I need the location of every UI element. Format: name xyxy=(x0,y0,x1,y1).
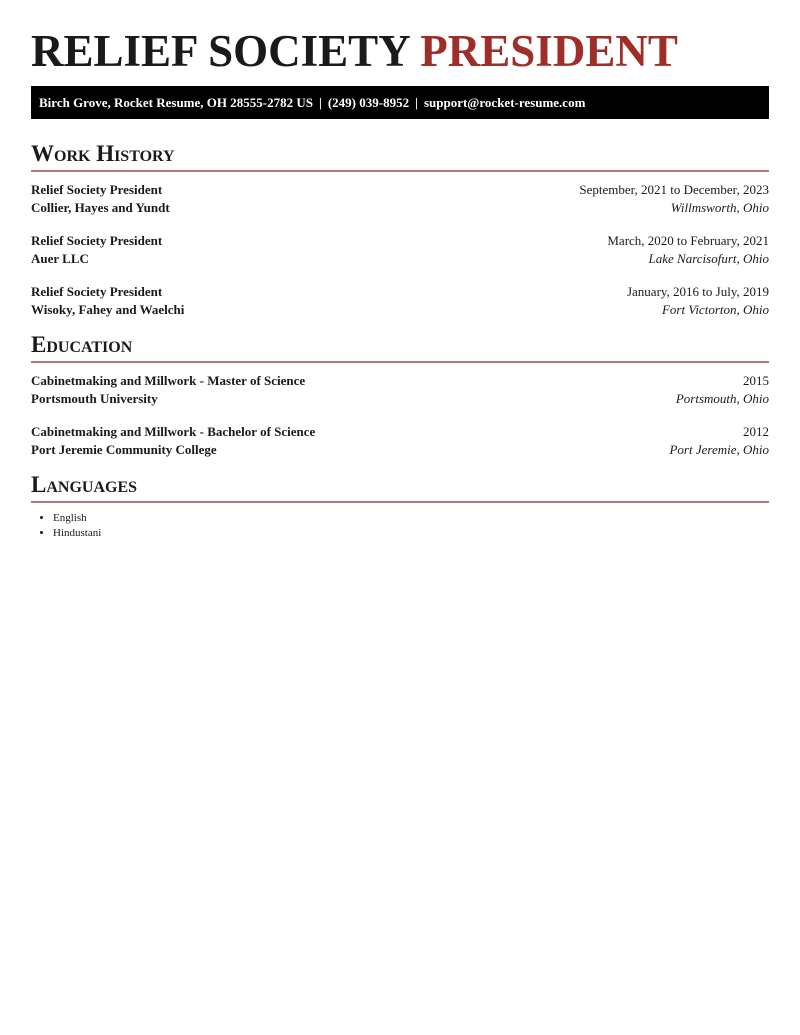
title-role: RELIEF SOCIETY xyxy=(31,26,410,76)
section-divider xyxy=(31,170,769,172)
company: Collier, Hayes and Yundt xyxy=(31,200,170,215)
job-title: Relief Society President xyxy=(31,182,163,197)
work-entry xyxy=(31,181,769,223)
title-accent: PRESIDENT xyxy=(420,26,678,76)
company: Wisoky, Fahey and Waelchi xyxy=(31,302,185,317)
section-heading: Education xyxy=(31,332,133,357)
section-divider xyxy=(31,361,769,363)
job-location: Lake Narcisofurt, Ohio xyxy=(648,251,769,266)
separator: | xyxy=(415,95,418,110)
year: 2015 xyxy=(743,373,769,388)
languages-list xyxy=(31,511,769,541)
school: Portsmouth University xyxy=(31,391,158,406)
degree: Cabinetmaking and Millwork - Master of Science xyxy=(31,373,306,388)
school-location: Portsmouth, Ohio xyxy=(675,391,769,406)
company: Auer LLC xyxy=(31,251,89,266)
contact-phone: (249) 039-8952 xyxy=(327,95,410,110)
job-location: Fort Victorton, Ohio xyxy=(661,302,769,317)
section-divider xyxy=(31,501,769,503)
work-entry xyxy=(31,283,769,325)
school-location: Port Jeremie, Ohio xyxy=(669,442,769,457)
work-history-section xyxy=(31,140,769,325)
languages-section xyxy=(31,471,769,541)
job-dates: March, 2020 to February, 2021 xyxy=(607,233,769,248)
job-dates: September, 2021 to December, 2023 xyxy=(579,182,769,197)
section-heading: Languages xyxy=(31,472,138,497)
language-item: • English xyxy=(53,511,769,526)
job-location: Willmsworth, Ohio xyxy=(670,200,769,215)
education-section xyxy=(31,331,769,465)
separator: | xyxy=(318,95,322,110)
education-entry xyxy=(31,372,769,414)
work-entry xyxy=(31,232,769,274)
resume-title xyxy=(31,26,678,76)
contact-email[interactable]: support@rocket-resume.com xyxy=(423,95,586,110)
year: 2012 xyxy=(743,424,769,439)
contact-bar xyxy=(31,86,769,119)
section-heading: Work History xyxy=(31,141,175,166)
job-title: Relief Society President xyxy=(31,284,163,299)
school: Port Jeremie Community College xyxy=(31,442,217,457)
job-dates: January, 2016 to July, 2019 xyxy=(626,284,769,299)
contact-address: Birch Grove, Rocket Resume, OH 28555-2782 US xyxy=(39,95,313,110)
education-entry xyxy=(31,423,769,465)
language-item: • Hindustani xyxy=(53,526,769,541)
job-title: Relief Society President xyxy=(31,233,163,248)
degree: Cabinetmaking and Millwork - Bachelor of Science xyxy=(31,424,316,439)
